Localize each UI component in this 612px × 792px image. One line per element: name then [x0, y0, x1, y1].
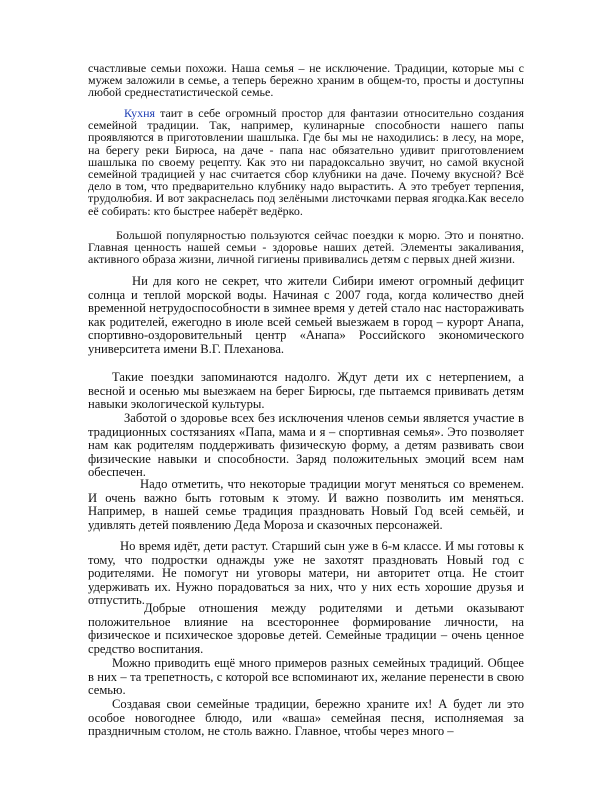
- paragraph-7: Надо отметить, что некоторые традиции могут меняться со временем. И очень важно быть готовым к этому. И важно позволить им меняться. Например, в нашей семье традиция праздновать Новый Год всей семьёй, и удивлять детей появлению Деда Мороза и сказочных персонажей.: [88, 477, 524, 532]
- paragraph-4: Ни для кого не секрет, что жители Сибири имеют огромный дефицит солнца и теплой морской воды. Начиная с 2007 года, когда количество дней временной нетрудоспособности в зимнее время у детей стало нас настораживать как родителей, ежегодно в июле всей семьей выезжаем в город – курорт Анапа, спортивно-оздоровительный центр «Анапа» Российского экономического университета имени В.Г. Плеханова.: [88, 274, 524, 356]
- paragraph-5: Такие поездки запоминаются надолго. Ждут дети их с нетерпением, а весной и осенью мы выезжаем на берег Бирюсы, где пытаемся прививать детям навыки экологической культуры.: [88, 370, 524, 412]
- paragraph-6: Заботой о здоровье всех без исключения членов семьи является участие в традиционных состязаниях «Папа, мама и я – спортивная семья». Это позволяет нам как родителям поддерживать физическую форму, а детям развивать свои физические навыки и способности. Заряд положительных эмоций всем нам обеспечен.: [88, 411, 524, 480]
- paragraph-9: Добрые отношения между родителями и детьми оказывают положительное влияние на всестороннее формирование личности, на физическое и психическое здоровье детей. Семейные традиции – очень ценное средство воспитания.: [88, 601, 524, 656]
- paragraph-1: счастливые семьи похожи. Наша семья – не исключение. Традиции, которые мы с мужем заложили в семье, а теперь бережно храним в общем-то, просты и доступны любой среднестатистической семье.: [88, 61, 524, 100]
- paragraph-10: Можно приводить ещё много примеров разных семейных традиций. Общее в них – та трепетность, с которой все вспоминают их, желание перенести в свою семью.: [88, 656, 524, 698]
- kitchen-link[interactable]: Кухня: [124, 106, 156, 120]
- paragraph-2: Кухня таит в себе огромный простор для фантазии относительно создания семейной традиции. Так, например, кулинарные способности нашего папы проявляются в приготовлении шашлыка. Где бы мы не находились: в лесу, на море, на берегу реки Бирюса, на даче - папа нас обязательно удивит приготовлением шашлыка по своему рецепту. Как это ни парадоксально звучит, но самой вкусной семейной традицией у нас считается сбор клубники на даче. Почему вкусной? Всё дело в том, что предварительно клубнику надо вырастить. А это требует терпения, трудолюбия. И вот закраснелась под зелёными листочками первая ягодка.Как весело её собирать: кто быстрее наберёт ведёрко.: [88, 106, 524, 218]
- paragraph-11: Создавая свои семейные традиции, бережно храните их! А будет ли это особое новогоднее блюдо, или «ваша» семейная песня, исполняемая за праздничным столом, не столь важно. Главное, чтобы через много –: [88, 697, 524, 739]
- paragraph-3: Большой популярностью пользуются сейчас поездки к морю. Это и понятно. Главная ценность нашей семьи - здоровье наших детей. Элементы закаливания, активного образа жизни, личной гигиены прививались детям с первых дней жизни.: [88, 228, 524, 267]
- paragraph-8: Но время идёт, дети растут. Старший сын уже в 6-м классе. И мы готовы к тому, что подростки однажды уже не захотят праздновать Новый год с родителями. Не помогут ни уговоры матери, ни авторитет отца. Не стоит удерживать их. Нужно порадоваться за них, что у них есть хорошие друзья и отпустить.: [88, 539, 524, 608]
